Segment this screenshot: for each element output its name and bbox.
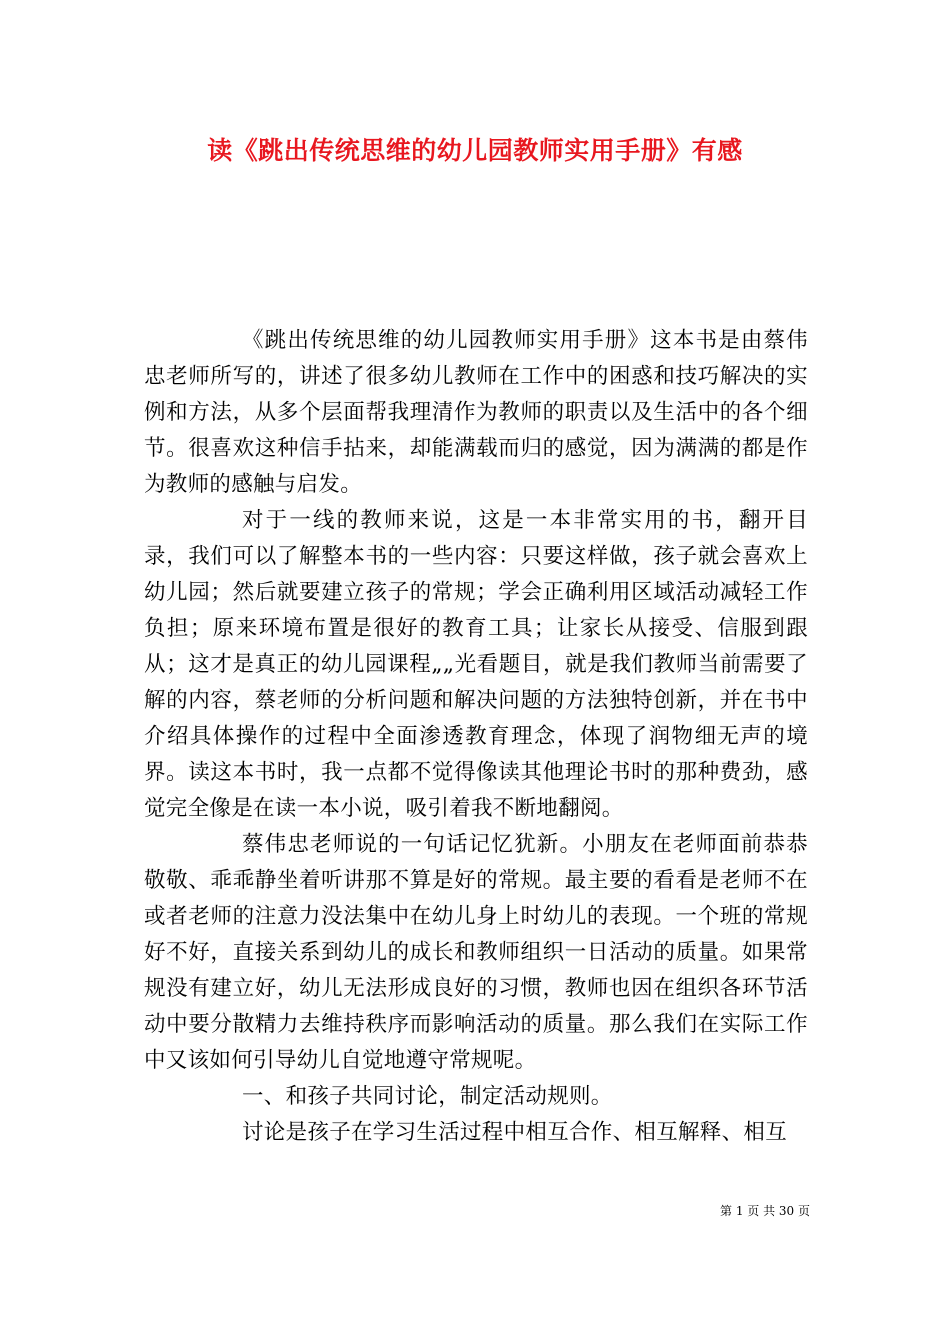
page-number-footer: 第 1 页 共 30 页	[720, 1204, 810, 1218]
document-body	[144, 323, 808, 1151]
paragraph-2: 对于一线的教师来说，这是一本非常实用的书，翻开目录，我们可以了解整本书的一些内容：只要这样做，孩子就会喜欢上幼儿园；然后就要建立孩子的常规；学会正确利用区域活动减轻工作负担；原来环境布置是很好的教育工具；让家长从接受、信服到跟从；这才是真正的幼儿园课程„„光看题目，就是我们教师当前需要了解的内容，蔡老师的分析问题和解决问题的方法独特创新，并在书中介绍具体操作的过程中全面渗透教育理念，体现了润物细无声的境界。读这本书时，我一点都不觉得像读其他理论书时的那种费劲，感觉完全像是在读一本小说，吸引着我不断地翻阅。	[144, 508, 808, 821]
document-title: 读《跳出传统思维的幼儿园教师实用手册》有感	[207, 136, 743, 165]
paragraph-3: 蔡伟忠老师说的一句话记忆犹新。小朋友在老师面前恭恭敬敬、乖乖静坐着听讲那不算是好的常规。最主要的看看是老师不在或者老师的注意力没法集中在幼儿身上时幼儿的表现。一个班的常规好不好，直接关系到幼儿的成长和教师组织一日活动的质量。如果常规没有建立好，幼儿无法形成良好的习惯，教师也因在组织各环节活动中要分散精力去维持秩序而影响活动的质量。那么我们在实际工作中又该如何引导幼儿自觉地遵守常规呢。	[144, 832, 808, 1073]
paragraph-1: 《跳出传统思维的幼儿园教师实用手册》这本书是由蔡伟忠老师所写的，讲述了很多幼儿教师在工作中的困惑和技巧解决的实例和方法，从多个层面帮我理清作为教师的职责以及生活中的各个细节。很喜欢这种信手拈来，却能满载而归的感觉，因为满满的都是作为教师的感触与启发。	[144, 328, 808, 497]
paragraph-5: 讨论是孩子在学习生活过程中相互合作、相互解释、相互	[242, 1120, 788, 1145]
paragraph-4: 一、和孩子共同讨论，制定活动规则。	[242, 1084, 613, 1109]
